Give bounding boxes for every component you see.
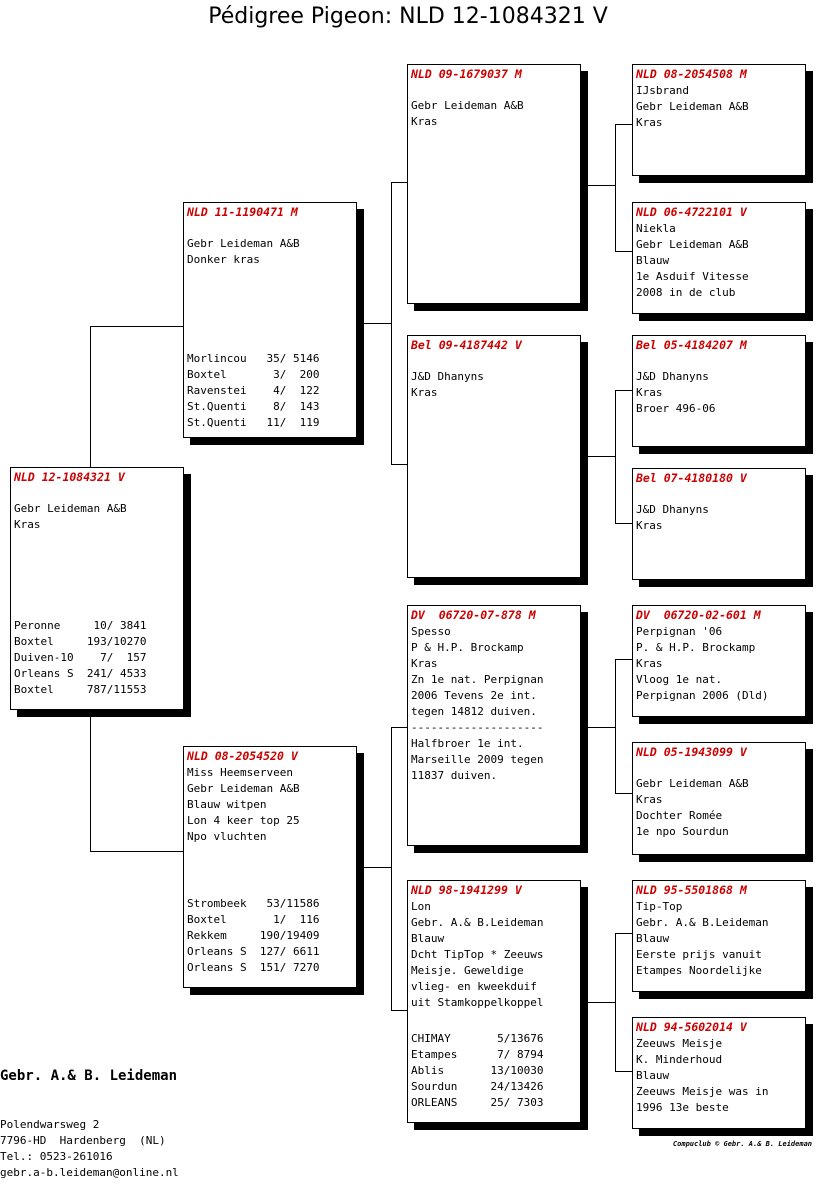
pigeon-info: Perpignan '06 P. & H.P. Brockamp Kras Vloog 1e nat. Perpignan 2006 (Dld) (636, 625, 769, 702)
footer-credit: Compuclub © Gebr. A.& B. Leideman (672, 1140, 812, 1148)
pigeon-card-mfm[interactable] (632, 742, 806, 855)
connector-line (391, 464, 407, 465)
pigeon-info: J&D Dhanyns Kras Broer 496-06 (636, 370, 716, 415)
pigeon-info: IJsbrand Gebr Leideman A&B Kras (636, 84, 749, 129)
connector-line (391, 1010, 407, 1011)
pigeon-card-subject[interactable] (10, 467, 184, 710)
ring-number: NLD 06-4722101 V (636, 205, 747, 219)
pigeon-card-paternal-grandfather[interactable] (407, 64, 581, 304)
owner-address: Polendwarsweg 2 7796-HD Hardenberg (NL) Tel.: 0523-261016 gebr.a-b.leideman@online.nl (0, 1118, 179, 1179)
connector-line (588, 1002, 616, 1003)
connector-line (615, 251, 632, 252)
connector-line (615, 124, 616, 251)
connector-line (588, 727, 616, 728)
ring-number: Bel 05-4184207 M (636, 338, 747, 352)
ring-number: DV 06720-02-601 M (636, 608, 761, 622)
ring-number: NLD 09-1679037 M (411, 67, 522, 81)
owner-block (0, 1035, 179, 1197)
pigeon-card-fmf[interactable] (632, 335, 806, 447)
connector-line (615, 933, 632, 934)
connector-line (615, 124, 632, 125)
connector-line (615, 523, 632, 524)
connector-line (615, 793, 632, 794)
pigeon-info: Zeeuws Meisje K. Minderhoud Blauw Zeeuws Meisje was in 1996 13e beste (636, 1037, 769, 1114)
pigeon-card-maternal-grandmother[interactable] (407, 880, 581, 1123)
ring-number: Bel 07-4180180 V (636, 471, 747, 485)
ring-number: NLD 11-1190471 M (187, 205, 298, 219)
pigeon-info: J&D Dhanyns Kras (411, 370, 484, 399)
pigeon-card-mother[interactable] (183, 746, 357, 988)
pigeon-card-paternal-grandmother[interactable] (407, 335, 581, 578)
owner-name: Gebr. A.& B. Leideman (0, 1068, 178, 1084)
ring-number: NLD 94-5602014 V (636, 1020, 747, 1034)
connector-line (615, 659, 616, 793)
ring-number: NLD 95-5501868 M (636, 883, 747, 897)
connector-line (364, 867, 392, 868)
pigeon-card-fmm[interactable] (632, 468, 806, 580)
pigeon-card-mff[interactable] (632, 605, 806, 717)
ring-number: NLD 98-1941299 V (411, 883, 522, 897)
pigeon-info: Lon Gebr. A.& B.Leideman Blauw Dcht TipTop * Zeeuws Meisje. Geweldige vlieg- en kweekduif uit Stamkoppelkoppel (411, 900, 544, 1009)
pigeon-info: Gebr Leideman A&B Kras Dochter Romée 1e npo Sourdun (636, 777, 749, 838)
page-title: Pédigree Pigeon: NLD 12-1084321 V (208, 4, 608, 29)
connector-line (615, 933, 616, 1071)
connector-line (615, 390, 632, 391)
connector-line (588, 185, 616, 186)
pigeon-info: Gebr Leideman A&B Donker kras (187, 237, 300, 266)
connector-line (90, 716, 91, 851)
connector-line (391, 727, 392, 1010)
connector-line (615, 659, 632, 660)
pigeon-card-maternal-grandfather[interactable] (407, 605, 581, 846)
connector-line (615, 1071, 632, 1072)
connector-line (391, 182, 392, 464)
connector-line (588, 456, 616, 457)
pigeon-card-ffm[interactable] (632, 202, 806, 314)
pigeon-info: Gebr Leideman A&B Kras (411, 99, 524, 128)
connector-line (364, 323, 392, 324)
connector-line (615, 390, 616, 523)
pigeon-info: J&D Dhanyns Kras (636, 503, 709, 532)
ring-number: NLD 12-1084321 V (14, 470, 125, 484)
pigeon-info: Miss Heemserveen Gebr Leideman A&B Blauw witpen Lon 4 keer top 25 Npo vluchten (187, 766, 300, 843)
pigeon-info: Tip-Top Gebr. A.& B.Leideman Blauw Eerste prijs vanuit Etampes Noordelijke (636, 900, 769, 977)
ring-number: NLD 08-2054508 M (636, 67, 747, 81)
connector-line (90, 326, 91, 468)
pigeon-card-father[interactable] (183, 202, 357, 438)
ring-number: NLD 05-1943099 V (636, 745, 747, 759)
ring-number: DV 06720-07-878 M (411, 608, 536, 622)
connector-line (391, 727, 407, 728)
connector-line (90, 326, 183, 327)
pigeon-card-fff[interactable] (632, 64, 806, 176)
ring-number: Bel 09-4187442 V (411, 338, 522, 352)
pigeon-card-mmm[interactable] (632, 1017, 806, 1129)
pigeon-card-mmf[interactable] (632, 880, 806, 992)
pigeon-info: Niekla Gebr Leideman A&B Blauw 1e Asduif Vitesse 2008 in de club (636, 222, 749, 299)
race-results: Strombeek 53/11586 Boxtel 1/ 116 Rekkem 190/19409 Orleans S 127/ 6611 Orleans S 151/ 7270 (187, 897, 320, 974)
pigeon-info: Gebr Leideman A&B Kras (14, 502, 127, 531)
connector-line (90, 851, 183, 852)
race-results: Morlincou 35/ 5146 Boxtel 3/ 200 Ravenstei 4/ 122 St.Quenti 8/ 143 St.Quenti 11/ 119 (187, 352, 320, 429)
connector-line (391, 182, 407, 183)
ring-number: NLD 08-2054520 V (187, 749, 298, 763)
pigeon-info: Spesso P & H.P. Brockamp Kras Zn 1e nat. Perpignan 2006 Tevens 2e int. tegen 14812 duiven. -------------------- Halfbroer 1e int. Marseille 2009 tegen 11837 duiven. (411, 625, 544, 782)
race-results: CHIMAY 5/13676 Etampes 7/ 8794 Ablis 13/10030 Sourdun 24/13426 ORLEANS 25/ 7303 (411, 1032, 544, 1109)
race-results: Peronne 10/ 3841 Boxtel 193/10270 Duiven-10 7/ 157 Orleans S 241/ 4533 Boxtel 787/11553 (14, 619, 147, 696)
